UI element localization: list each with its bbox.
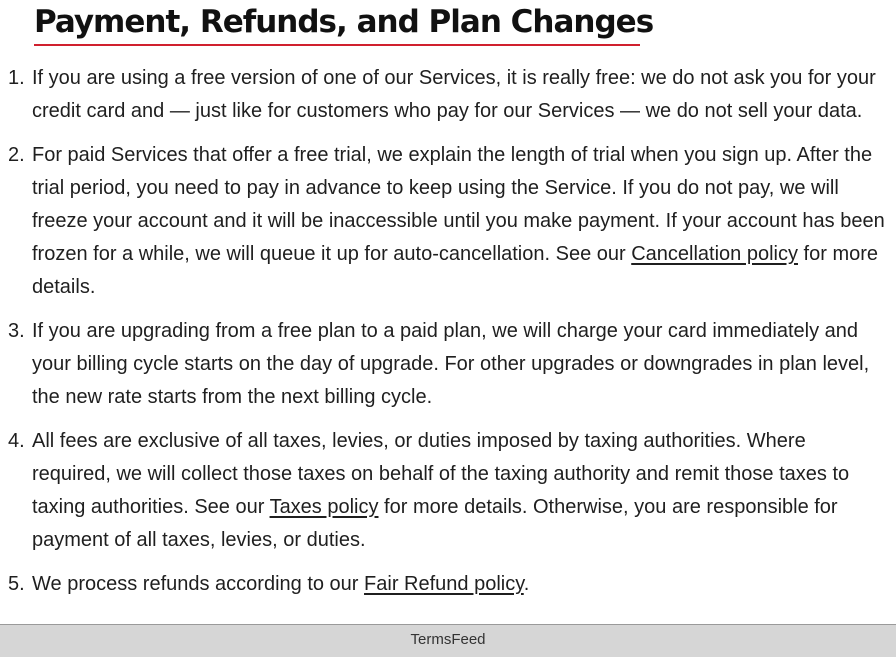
footer-bar: [0, 624, 896, 657]
item-text: [32, 425, 890, 557]
item-text-before: All fees are exclusive of all taxes, levies, or duties imposed by taxing authorities. Where required, we will collect those taxes on behalf of the taxing authority and remit those taxes to taxing authorities. See our: [32, 430, 850, 518]
item-text-before: We process refunds according to our: [32, 573, 365, 595]
footer-brand-label: TermsFeed: [410, 631, 486, 648]
item-text-before: For paid Services that offer a free trial, we explain the length of trial when you sign up. After the trial period, you need to pay in advance to keep using the Service. If you do not pay, we will freeze your account and it will be inaccessible until you make payment. If your account has been frozen for a while, we will queue it up for auto-cancellation. See our: [32, 144, 885, 265]
list-item-5: [0, 568, 890, 601]
heading-underline: [34, 44, 640, 46]
item-text: If you are upgrading from a free plan to a paid plan, we will charge your card immediately and your billing cycle starts on the day of upgrade. For other upgrades or downgrades in plan level, the new rate starts from the next billing cycle.: [32, 320, 870, 408]
item-number: 1.: [8, 67, 25, 89]
item-text: If you are using a free version of one of our Services, it is really free: we do not ask you for your credit card and — just like for customers who pay for our Services — we do not sell your data.: [32, 67, 876, 122]
list-item-1: [0, 62, 890, 128]
cancellation-policy-link[interactable]: Cancellation policy: [631, 243, 798, 265]
item-text: [32, 139, 890, 304]
item-number: 5.: [8, 573, 25, 595]
fair-refund-policy-link[interactable]: Fair Refund policy: [364, 573, 524, 595]
item-number: 4.: [8, 430, 25, 452]
list-item-3: [0, 315, 890, 414]
item-number: 3.: [8, 320, 25, 342]
item-text-after: for more details. Otherwise, you are responsible for payment of all taxes, levies, or duties.: [32, 496, 838, 551]
item-text-after: .: [523, 573, 530, 595]
terms-list: [0, 62, 890, 601]
item-text: [32, 568, 890, 601]
list-item-4: [0, 425, 890, 557]
section-heading: Payment, Refunds, and Plan Changes: [34, 4, 654, 40]
list-item-2: [0, 139, 890, 304]
item-text-after: for more details.: [32, 243, 879, 298]
taxes-policy-link[interactable]: Taxes policy: [269, 496, 379, 518]
item-number: 2.: [8, 144, 25, 166]
